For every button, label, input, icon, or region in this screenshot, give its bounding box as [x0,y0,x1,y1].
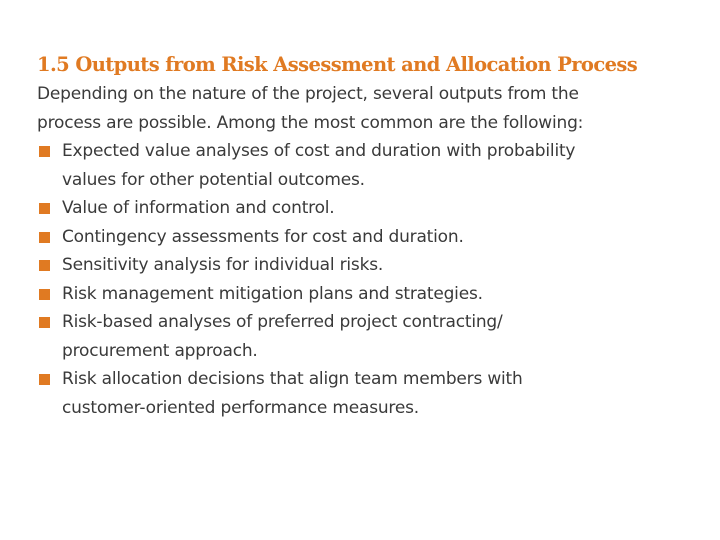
bullet-item-sensitivity [37,251,582,280]
bullet-item-contingency [37,223,582,252]
bullet-text: Sensitivity analysis for individual risks. [62,255,384,275]
bullet-item-risk-allocation [37,365,582,422]
bullet-text: Risk management mitigation plans and strategies. [62,283,483,304]
square-bullet-icon [39,232,50,243]
bullet-text: Contingency assessments for cost and duration. [62,226,464,247]
square-bullet-icon [39,317,50,328]
bullet-item-value-of-information [37,194,582,223]
bullet-item-mitigation [37,280,582,309]
outputs-section [37,50,697,422]
outputs-bullet-list [37,137,697,422]
bullet-item-expected-value [37,137,582,194]
section-heading: 1.5 Outputs from Risk Assessment and Allocation Process [37,53,638,76]
square-bullet-icon [39,203,50,214]
bullet-text: Expected value analyses of cost and duration with probability values for other potential outcomes. [62,141,576,190]
bullet-text: Risk-based analyses of preferred project contracting/ procurement approach. [62,312,503,361]
bullet-text: Value of information and control. [62,198,335,218]
square-bullet-icon [39,260,50,271]
square-bullet-icon [39,146,50,157]
intro-paragraph: Depending on the nature of the project, several outputs from the process are possible. Among the most common are the following: [37,84,584,133]
bullet-text: Risk allocation decisions that align team members with customer-oriented performance measures. [62,369,523,418]
bullet-item-contracting [37,308,582,365]
square-bullet-icon [39,374,50,385]
square-bullet-icon [39,289,50,300]
